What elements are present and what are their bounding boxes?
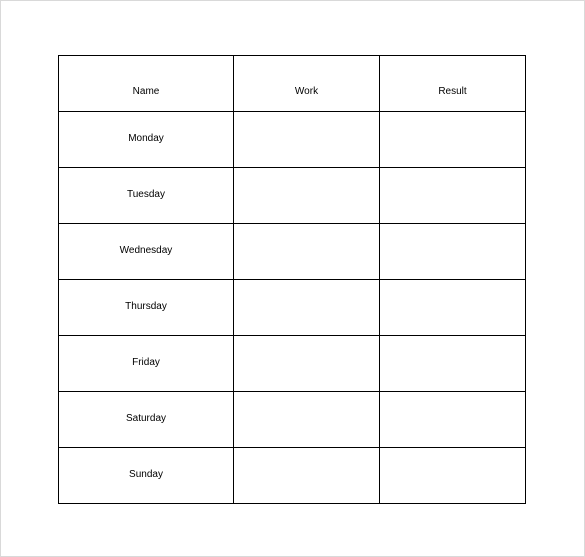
row-result-cell[interactable] [380, 448, 526, 504]
table-row [59, 168, 526, 224]
row-name-cell: Friday [59, 336, 234, 392]
row-result-cell[interactable] [380, 224, 526, 280]
row-work-cell[interactable] [234, 280, 380, 336]
table-row [59, 448, 526, 504]
row-result-cell[interactable] [380, 112, 526, 168]
row-name-cell: Wednesday [59, 224, 234, 280]
row-work-cell[interactable] [234, 392, 380, 448]
table-row [59, 336, 526, 392]
table-header-row [59, 56, 526, 112]
row-name-cell: Tuesday [59, 168, 234, 224]
row-result-cell[interactable] [380, 280, 526, 336]
row-work-cell[interactable] [234, 168, 380, 224]
row-work-cell[interactable] [234, 448, 380, 504]
row-result-cell[interactable] [380, 392, 526, 448]
column-header-name: Name [59, 56, 234, 112]
table-row [59, 280, 526, 336]
row-result-cell[interactable] [380, 168, 526, 224]
column-header-work: Work [234, 56, 380, 112]
row-name-cell: Sunday [59, 448, 234, 504]
column-header-result: Result [380, 56, 526, 112]
row-name-cell: Monday [59, 112, 234, 168]
row-work-cell[interactable] [234, 224, 380, 280]
table-row [59, 392, 526, 448]
row-name-cell: Saturday [59, 392, 234, 448]
table-row [59, 224, 526, 280]
table-row [59, 112, 526, 168]
row-work-cell[interactable] [234, 336, 380, 392]
row-result-cell[interactable] [380, 336, 526, 392]
row-work-cell[interactable] [234, 112, 380, 168]
row-name-cell: Thursday [59, 280, 234, 336]
weekly-work-table [58, 55, 526, 504]
